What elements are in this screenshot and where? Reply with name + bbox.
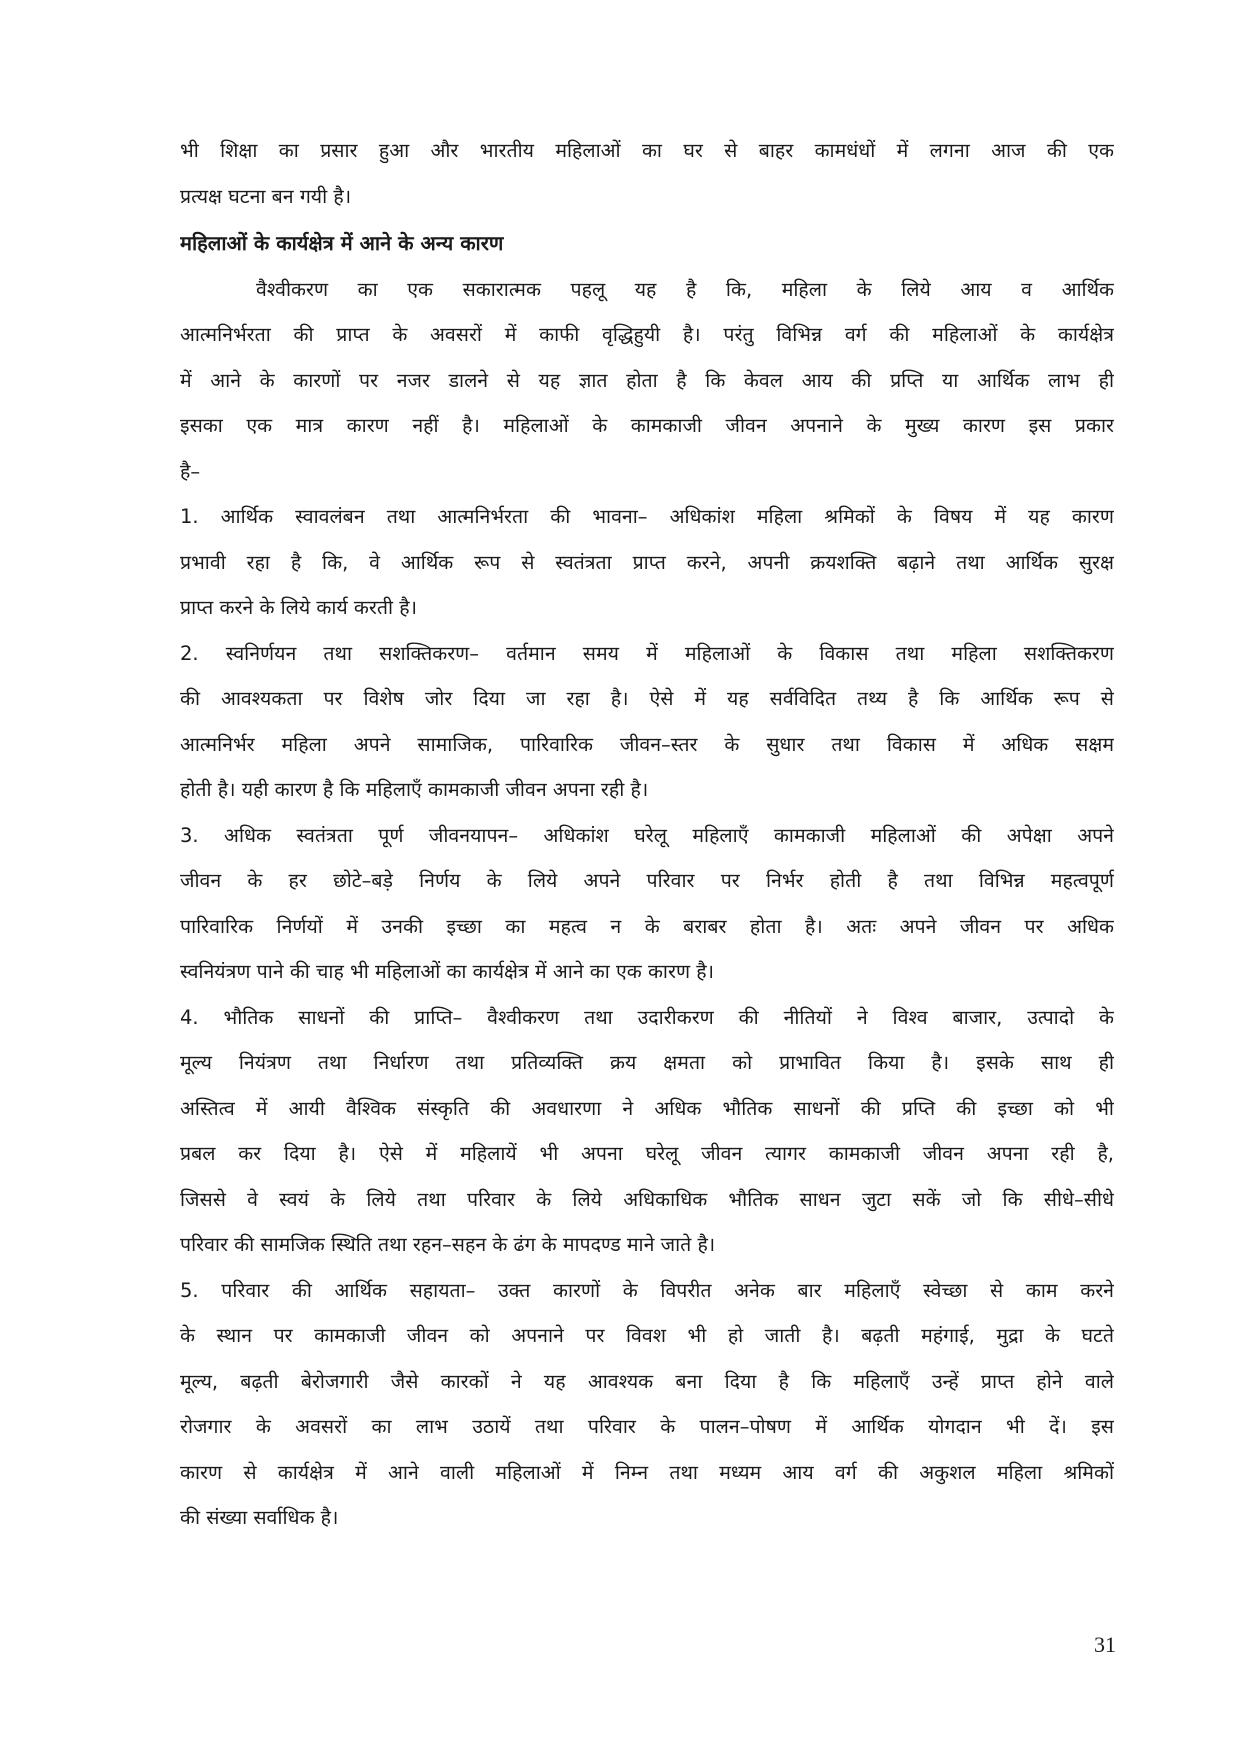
text-line: जिससे वे स्वयं के लिये तथा परिवार के लिये अधिकाधिक भौतिक साधन जुटा सकें जो कि सीधे–सीधे	[180, 1187, 1114, 1211]
text-line: आत्मनिर्भरता की प्राप्त के अवसरों में काफी वृद्धिहुयी है। परंतु विभिन्न वर्ग की महिलाओं के कार्यक्षेत्र	[180, 323, 1114, 346]
text-line: प्रत्यक्ष घटना बन गयी है।	[180, 184, 352, 208]
text-line: में आने के कारणों पर नजर डालने से यह ज्ञात होता है कि केवल आय की प्रप्ति या आर्थिक लाभ ही	[180, 368, 1114, 392]
text-line: की आवश्यकता पर विशेष जोर दिया जा रहा है। ऐसे में यह सर्वविदित तथ्य है कि आर्थिक रूप से	[180, 687, 1114, 710]
list-item-heading-line: 5. परिवार की आर्थिक सहायता– उक्त कारणों के विपरीत अनेक बार महिलाएँ स्वेच्छा से काम करने	[180, 1278, 1114, 1302]
text-line: आत्मनिर्भर महिला अपने सामाजिक, पारिवारिक जीवन–स्तर के सुधार तथा विकास में अधिक सक्षम	[180, 732, 1114, 756]
text-line: रोजगार के अवसरों का लाभ उठायें तथा परिवार के पालन–पोषण में आर्थिक योगदान भी दें। इस	[180, 1415, 1114, 1438]
list-item-heading-line: 2. स्वनिर्णयन तथा सशक्तिकरण– वर्तमान समय में महिलाओं के विकास तथा महिला सशक्तिकरण	[180, 641, 1114, 665]
text-line: स्वनियंत्रण पाने की चाह भी महिलाओं का कार्यक्षेत्र में आने का एक कारण है।	[180, 960, 714, 983]
text-line: के स्थान पर कामकाजी जीवन को अपनाने पर विवश भी हो जाती है। बढ़ती महंगाई, मुद्रा के घटते	[180, 1324, 1114, 1347]
text-line: प्राप्त करने के लिये कार्य करती है।	[180, 596, 417, 619]
text-line: जीवन के हर छोटे–बड़े निर्णय के लिये अपने परिवार पर निर्भर होती है तथा विभिन्न महत्वपूर्ण	[180, 869, 1114, 892]
text-line: मूल्य, बढ़ती बेरोजगारी जैसे कारकों ने यह आवश्यक बना दिया है कि महिलाएँ उन्हें प्राप्त होने वाले	[180, 1369, 1114, 1393]
text-line: अस्तित्व में आयी वैश्विक संस्कृति की अवधारणा ने अधिक भौतिक साधनों की प्रप्ति की इच्छा को भी	[180, 1096, 1114, 1120]
text-line: होती है। यही कारण है कि महिलाएँ कामकाजी जीवन अपना रही है।	[180, 778, 649, 801]
text-line: कारण से कार्यक्षेत्र में आने वाली महिलाओं में निम्न तथा मध्यम आय वर्ग की अकुशल महिला श्रमिकों	[180, 1460, 1114, 1484]
list-item-heading-line: 3. अधिक स्वतंत्रता पूर्ण जीवनयापन– अधिकांश घरेलू महिलाएँ कामकाजी महिलाओं की अपेक्षा अपने	[180, 823, 1114, 847]
text-line: वैश्वीकरण का एक सकारात्मक पहलू यह है कि, महिला के लिये आय व आर्थिक	[256, 277, 1114, 301]
list-item-heading-line: 4. भौतिक साधनों की प्राप्ति– वैश्वीकरण तथा उदारीकरण की नीतियों ने विश्व बाजार, उत्पादो के	[180, 1005, 1114, 1029]
document-body	[180, 128, 1114, 1541]
list-item-heading-line: 1. आर्थिक स्वावलंबन तथा आत्मनिर्भरता की भावना– अधिकांश महिला श्रमिकों के विषय में यह कारण	[180, 505, 1114, 528]
text-line: की संख्या सर्वाधिक है।	[180, 1506, 339, 1529]
text-line: है–	[180, 459, 201, 483]
text-line: परिवार की सामजिक स्थिति तथा रहन–सहन के ढंग के मापदण्ड माने जाते है।	[180, 1233, 716, 1256]
page-number: 31	[1094, 1632, 1116, 1657]
section-heading: महिलाओं के कार्यक्षेत्र में आने के अन्य कारण	[180, 231, 504, 255]
text-line: प्रबल कर दिया है। ऐसे में महिलायें भी अपना घरेलू जीवन त्यागर कामकाजी जीवन अपना रही है,	[180, 1142, 1114, 1165]
text-line: प्रभावी रहा है कि, वे आर्थिक रूप से स्वतंत्रता प्राप्त करने, अपनी क्रयशक्ति बढ़ाने तथा आर्थिक सुरक्ष	[180, 550, 1114, 574]
text-line: भी शिक्षा का प्रसार हुआ और भारतीय महिलाओं का घर से बाहर कामधंधों में लगना आज की एक	[180, 139, 1114, 162]
text-line: इसका एक मात्र कारण नहीं है। महिलाओं के कामकाजी जीवन अपनाने के मुख्य कारण इस प्रकार	[180, 414, 1114, 437]
text-line: पारिवारिक निर्णयों में उनकी इच्छा का महत्व न के बराबर होता है। अतः अपने जीवन पर अधिक	[180, 914, 1114, 938]
text-line: मूल्य नियंत्रण तथा निर्धारण तथा प्रतिव्यक्ति क्रय क्षमता को प्राभावित किया है। इसके साथ ही	[180, 1051, 1114, 1074]
